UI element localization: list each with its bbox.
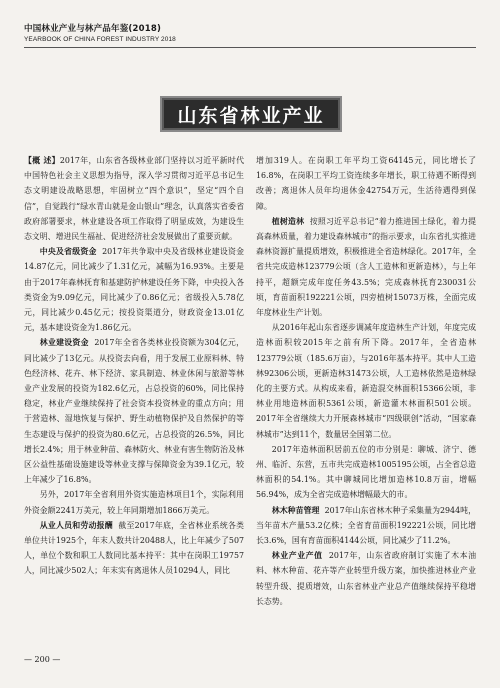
- paragraph-text: 2017年山东省林木种子采集量为2944吨，当年苗木产量53.2亿株；全省育苗面积192221公顷，同比增长3.6%，国有育苗面积4144公顷，同比减少了11.2%。: [256, 505, 476, 546]
- paragraph-text: 另外，2017年全省利用外资实施造林项目1个，实际利用外资金额2241万美元，较上年同期增加1866万美元。: [24, 490, 244, 515]
- section-heading-employees: 从业人员和劳动报酬: [39, 520, 113, 530]
- paragraph-afforestation: [256, 214, 476, 320]
- section-heading-afforestation: 植树造林: [271, 216, 305, 226]
- right-column: [256, 153, 476, 653]
- paragraph-text: 2017年，山东省政府制订实施了木本油料、林木种苗、花卉等产业转型升级方案，加快推进林业产业转型升级、提质增效，山东省林业产业总产值继续保持平稳增长态势。: [256, 551, 476, 606]
- paragraph-overview: [24, 153, 244, 244]
- paragraph-output-value: [256, 548, 476, 609]
- page-number: — 200 —: [24, 655, 61, 664]
- paragraph-seedlings: [256, 503, 476, 549]
- paragraph-text: 2017年，山东省各级林业部门坚持以习近平新时代中国特色社会主义思想为指导，深入学习贯彻习近平总书记生态文明建设战略思想，牢固树立“四个意识”，坚定“四个自信”，自觉践行“绿水青山就是金山银山”理念，认真落实省委省政府部署要求，林业建设各项工作取得了明显成效，为建设生态文明、增进民生福祉、促进经济社会发展做出了重要贡献。: [24, 156, 244, 242]
- article-title: 山东省林业产业: [177, 104, 325, 127]
- paragraph-text: 2017年共争取中央及省级林业建设资金14.87亿元，同比减少了1.31亿元，减幅为16.93%。主要是由于2017年森林抚育和基建防护林建设任务下降，中央投入各类资金为9.09亿元，同比减少了0.86亿元；省级投入5.78亿元，同比减少0.45亿元；按投资渠道分，财政资金13.01亿元，基本建设资金为1.86亿元。: [24, 247, 244, 333]
- paragraph-text: 按照习近平总书记“着力推进国土绿化，着力提高森林质量，着力建设森林城市”的指示要求，山东省扎实推进森林资源扩量提质增效，积极推进全省造林绿化。2017年，全省共完成造林123779公顷（含人工造林和更新造林），与上年持平，超额完成年度任务43.5%；完成森林抚育230031公顷，育苗面积192221公顷，四旁植树15073万株，全面完成年度林业生产计划。: [256, 216, 476, 318]
- running-header-en: YEARBOOK OF CHINA FOREST INDUSTRY 2018: [24, 36, 176, 43]
- left-column: [24, 153, 244, 653]
- paragraph-employees: [24, 518, 244, 579]
- paragraph-text: 从2016年起山东省逐步调减年度造林生产计划，年度完成造林面积较2015年之前有所下降。2017年，全省造林123779公顷（185.6万亩），与2016年基本持平。其中人工造林92306公顷，更新造林31473公顷，人工造林依然是造林绿化的主要方式。从构成来看，新造混交林面积15366公顷，非林业用地造林面积5361公顷，新造灌木林面积501公顷。2017年全省继续大力开展森林城市“四级联创”活动，“国家森林城市”达到11个，数量居全国第二位。: [256, 323, 476, 439]
- paragraph-employees-cont: [256, 153, 476, 214]
- section-heading-overview: 【概 述】: [24, 156, 60, 165]
- section-heading-central-funds: 中央及省级资金: [39, 247, 97, 257]
- article-title-box: [160, 96, 342, 132]
- paragraph-afforestation-3: [256, 442, 476, 503]
- paragraph-text: 截至2017年底，全省林业系统各类单位共计1925个，年末人数共计20488人，比上年减少了507人，单位个数和职工人数同比基本持平：其中在岗职工19757人，同比减少502人；年末实有离退休人员10294人，同比: [24, 520, 244, 576]
- paragraph-foreign-investment: [24, 487, 244, 517]
- paragraph-central-funds: [24, 244, 244, 335]
- section-heading-output-value: 林业产业产值: [271, 551, 323, 561]
- paragraph-text: 增加319人。在岗职工年平均工资64145元，同比增长了16.8%，在岗职工平均工资连续多年增长，职工待遇不断得到改善；离退休人员年均退休金42754万元，生活待遇得到保障。: [256, 156, 476, 211]
- running-header-cn: 中国林业产业与林产品年鉴(2018): [24, 24, 162, 34]
- header-rule: [24, 47, 476, 48]
- section-heading-seedlings: 林木种苗管理: [271, 505, 320, 515]
- paragraph-text: 2017年造林面积居前五位的市分别是：聊城、济宁、德州、临沂、东营，五市共完成造林1005195公顷，占全省总造林面积的54.1%。其中聊城同比增加造林10.8万亩，增幅56.94%，成为全省完成造林增幅最大的市。: [256, 444, 476, 500]
- paragraph-afforestation-2: [256, 320, 476, 442]
- paragraph-forestry-funds: [24, 335, 244, 487]
- paragraph-text: 2017年全省各类林业投资额为304亿元，同比减少了13亿元。从投资去向看，用于发展工业原料林、特色经济林、花卉、林下经济、家具制造、林业休闲与旅游等林业产业发展的投资为182.6亿元，占总投资的60%，同比保持稳定，林业产业继续保持了社会资本投资林业的重点方向；用于营造林、湿地恢复与保护、野生动植物保护及自然保护的等生态建设与保护的投资为80.6亿元，占总投资的26.5%，同比增长2.4%；用于林业种苗、森林防火、林业有害生物防治及林区公益性基础设施建设等林业支撑与保障资金为39.1亿元，较上年减少了16.8%。: [24, 338, 244, 485]
- section-heading-forestry-funds: 林业建设资金: [39, 338, 89, 348]
